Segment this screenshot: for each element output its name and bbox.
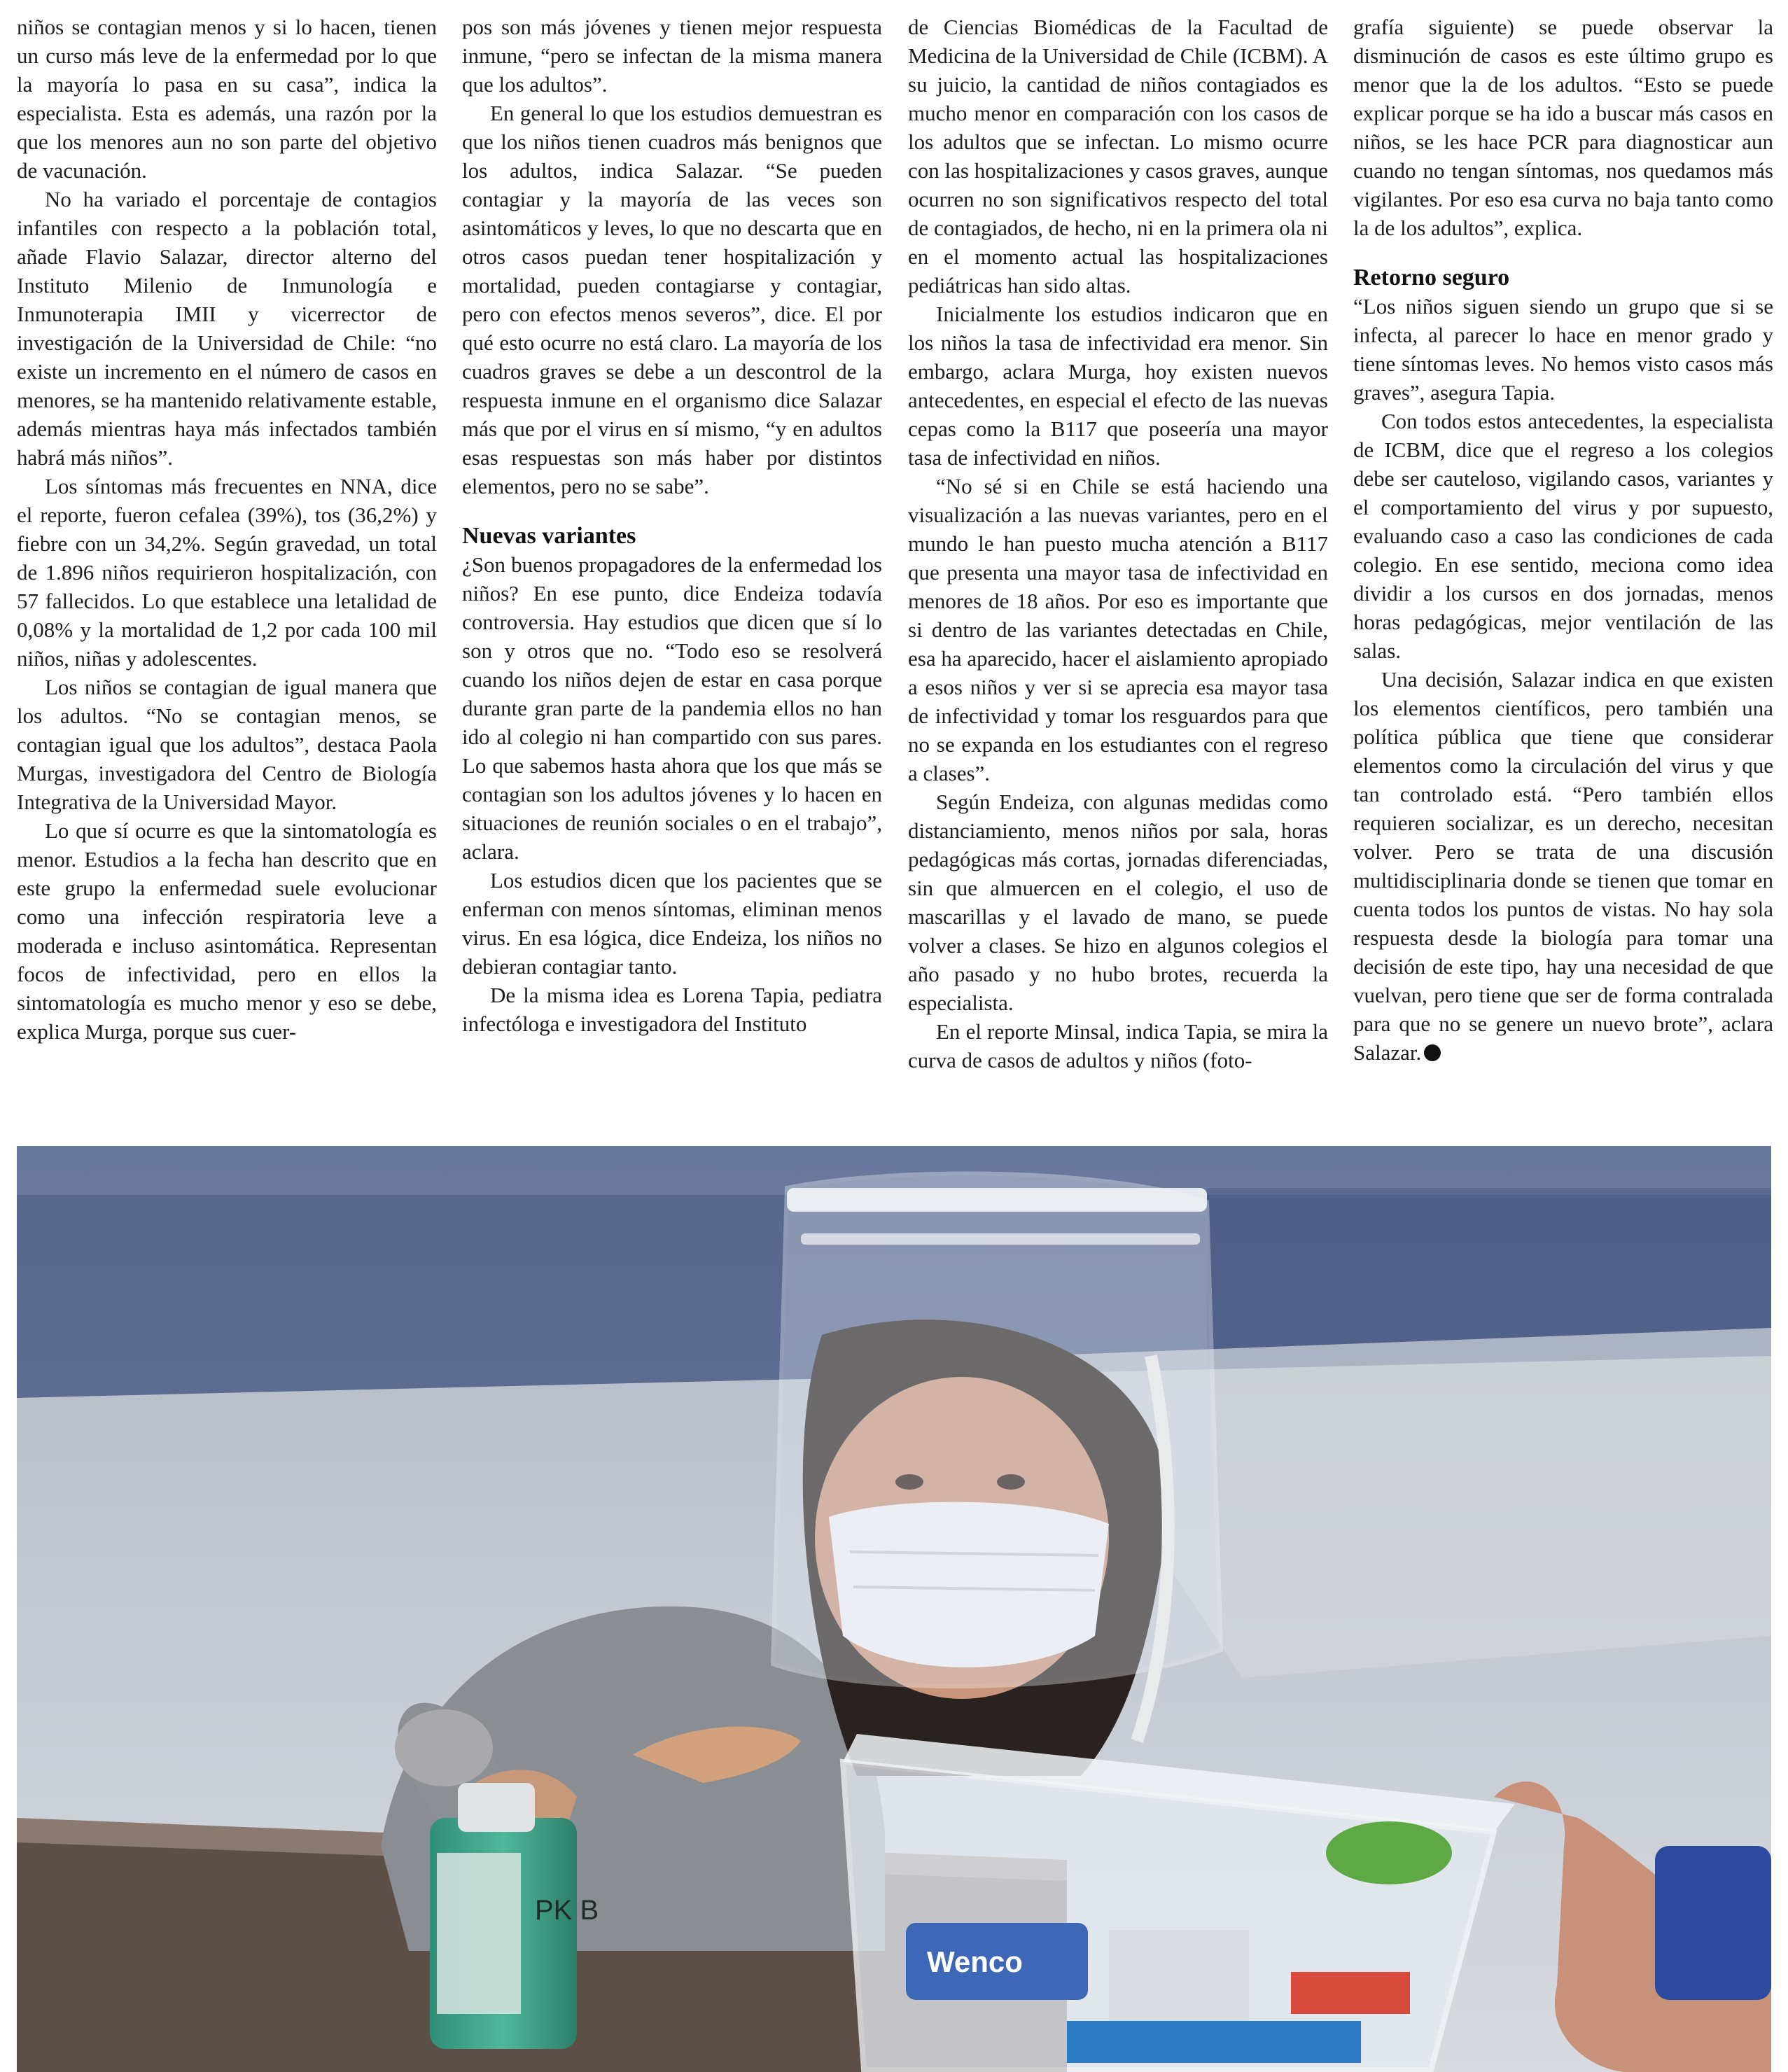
paragraph: Con todos estos antecedentes, la especialista de ICBM, dice que el regreso a los colegios debe ser cauteloso, vigilando casos, variantes y el comportamiento del virus y por supuesto, evaluando caso a caso las condiciones de cada colegio. En ese sentido, meciona como idea dividir a los cursos en dos jornadas, menos horas pedagógicas, mejor ventilación de las salas.	[1353, 409, 1773, 663]
paragraph: pos son más jóvenes y tienen mejor respuesta inmune, “pero se infectan de la misma manera que los adultos”.	[462, 15, 882, 97]
subheading-retorno-seguro: Retorno seguro	[1353, 265, 1510, 290]
paragraph: niños se contagian menos y si lo hacen, tienen un curso más leve de la enfermedad por lo que la mayoría lo pasa en su casa”, indica la especialista. Esta es además, una razón por la que los menores aun no son parte del objetivo de vacunación.	[17, 15, 437, 183]
paragraph: ¿Son buenos propagadores de la enfermedad los niños? En ese punto, dice Endeiza todavía controversia. Hay estudios que dicen que sí lo son y otros que no. “Todo eso se resolverá cuando los niños dejen de estar en casa porque durante gran parte de la pandemia ellos no han ido al colegio ni han compartido con sus pares. Lo que sabemos hasta ahora que los que más se contagian son los adultos jóvenes y lo hacen en situaciones de reunión sociales o en el trabajo”, aclara.	[462, 552, 882, 864]
box-brand-label: Wenco	[927, 1945, 1023, 1978]
paragraph: En general lo que los estudios demuestran es que los niños tienen cuadros más benignos que los adultos, indica Salazar. “Se pueden contagiar y la mayoría de las veces son asintomáticos y leves, lo que no descarta que en otros casos puedan tener hospitalización y mortalidad, pueden contagiarse y contagiar, pero con efectos menos severos”, dice. El por qué esto ocurre no está claro. La mayoría de los cuadros graves se debe a un descontrol de la respuesta inmune en el organismo dice Salazar más que por el virus en sí mismo, “y en adultos esas respuestas son más haber por distintos elementos, pero no se sabe”.	[462, 101, 882, 498]
paragraph: “No sé si en Chile se está haciendo una visualización a las nuevas variantes, pero en el mundo le han puesto mucha atención a B117 que presenta una mayor tasa de infectividad en menores de 18 años. Por eso es importante que si dentro de las variantes detectadas en Chile, esa ha aparecido, hacer el aislamiento apropiado a esos niños y ver si se aprecia esa mayor tasa de infectividad y tomar los resguardos para que no se expanda en los estudiantes con el regreso a clases”.	[908, 474, 1328, 785]
paragraph: Inicialmente los estudios indicaron que en los niños la tasa de infectividad era menor. Sin embargo, aclara Murga, hoy existen nuevos antecedentes, en especial el efecto de las nuevas cepas como la B117 que poseería una mayor tasa de infectividad en niños.	[908, 302, 1328, 470]
article-column-2	[462, 13, 882, 1038]
article-photo	[17, 1146, 1771, 2072]
paragraph	[1353, 665, 1773, 1067]
paragraph: Según Endeiza, con algunas medidas como distanciamiento, menos niños por sala, horas pedagógicas más cortas, jornadas diferenciadas, sin que almuercen en el colegio, el uso de mascarillas y el lavado de mano, se puede volver a clases. Se hizo en algunos colegios el año pasado y no hubo brotes, recuerda la especialista.	[908, 790, 1328, 1015]
paragraph: “Los niños siguen siendo un grupo que si se infecta, al parecer lo hace en menor grado y tiene síntomas leves. No hemos visto casos más graves”, asegura Tapia.	[1353, 294, 1773, 405]
article-column-4	[1353, 13, 1773, 1067]
paragraph: grafía siguiente) se puede observar la disminución de casos es este último grupo es menor que la de los adultos. “Esto se puede explicar porque se ha ido a buscar más casos en niños, se les hace PCR para diagnosticar aun cuando no tengan síntomas, nos quedamos más vigilantes. Por eso esa curva no baja tanto como la de los adultos”, explica.	[1353, 15, 1773, 240]
paragraph: Los estudios dicen que los pacientes que se enferman con menos síntomas, eliminan menos virus. En esa lógica, dice Endeiza, los niños no debieran contagiar tanto.	[462, 868, 882, 979]
subheading-nuevas-variantes: Nuevas variantes	[462, 523, 636, 549]
paragraph-text: Una decisión, Salazar indica en que existen los elementos científicos, pero también una política pública que tiene que considerar elementos como la circulación del virus y que tan controlado está. “Pero también ellos requieren socializar, es un derecho, necesitan volver. Pero se trata de una discusión multidisciplinaria donde se tienen que tomar en cuenta todos los puntos de vistas. No hay sola respuesta desde la biología para tomar una decisión de este tipo, hay una necesidad de que vuelvan, pero tiene que ser de forma contralada para que no se genere un nuevo brote”, aclara Salazar.	[1353, 667, 1773, 1065]
paragraph: de Ciencias Biomédicas de la Facultad de Medicina de la Universidad de Chile (ICBM). A su juicio, la cantidad de niños contagiados es mucho menor en comparación con los casos de los adultos que se infectan. Lo mismo ocurre con las hospitalizaciones y casos graves, aunque ocurren no son significativos respecto del total de contagiados, de hecho, ni en la primera ola ni en el momento actual las hospitalizaciones pediátricas han sido altas.	[908, 15, 1329, 298]
paragraph: En el reporte Minsal, indica Tapia, se mira la curva de casos de adultos y niños (foto-	[908, 1019, 1328, 1072]
paragraph: Los niños se contagian de igual manera que los adultos. “No se contagian menos, se contagian igual que los adultos”, destaca Paola Murgas, investigadora del Centro de Biología Integrativa de la Universidad Mayor.	[17, 675, 437, 814]
paragraph: De la misma idea es Lorena Tapia, pediatra infectóloga e investigadora del Instituto	[462, 983, 882, 1036]
paragraph: No ha variado el porcentaje de contagios infantiles con respecto a la población total, añade Flavio Salazar, director alterno del Instituto Milenio de Inmunología e Inmunoterapia IMII y vicerrector de investigación de la Universidad de Chile: “no existe un incremento en el número de casos en menores, se ha mantenido relativamente estable, además mientras haya más infectados también habrá más niños”.	[17, 187, 437, 470]
article-column-1	[17, 13, 437, 1046]
paragraph: Los síntomas más frecuentes en NNA, dice el reporte, fueron cefalea (39%), tos (36,2%) y fiebre con un 34,2%. Según gravedad, un total de 1.896 niños requirieron hospitalización, con 57 fallecidos. Lo que establece una letalidad de 0,08% y la mortalidad de 1,2 por cada 100 mil niños, niñas y adolescentes.	[17, 474, 437, 671]
paragraph: Lo que sí ocurre es que la sintomatología es menor. Estudios a la fecha han descrito que en este grupo la enfermedad suele evolucionar como una infección respiratoria leve a moderada e incluso asintomática. Representan focos de infectividad, pero en ellos la sintomatología es mucho menor y eso se debe, explica Murga, porque sus cuer-	[17, 818, 437, 1044]
article-column-3	[908, 13, 1328, 1074]
end-of-article-bullet-icon	[1424, 1044, 1441, 1061]
bottle-handwritten-label: PK B	[535, 1895, 599, 1926]
